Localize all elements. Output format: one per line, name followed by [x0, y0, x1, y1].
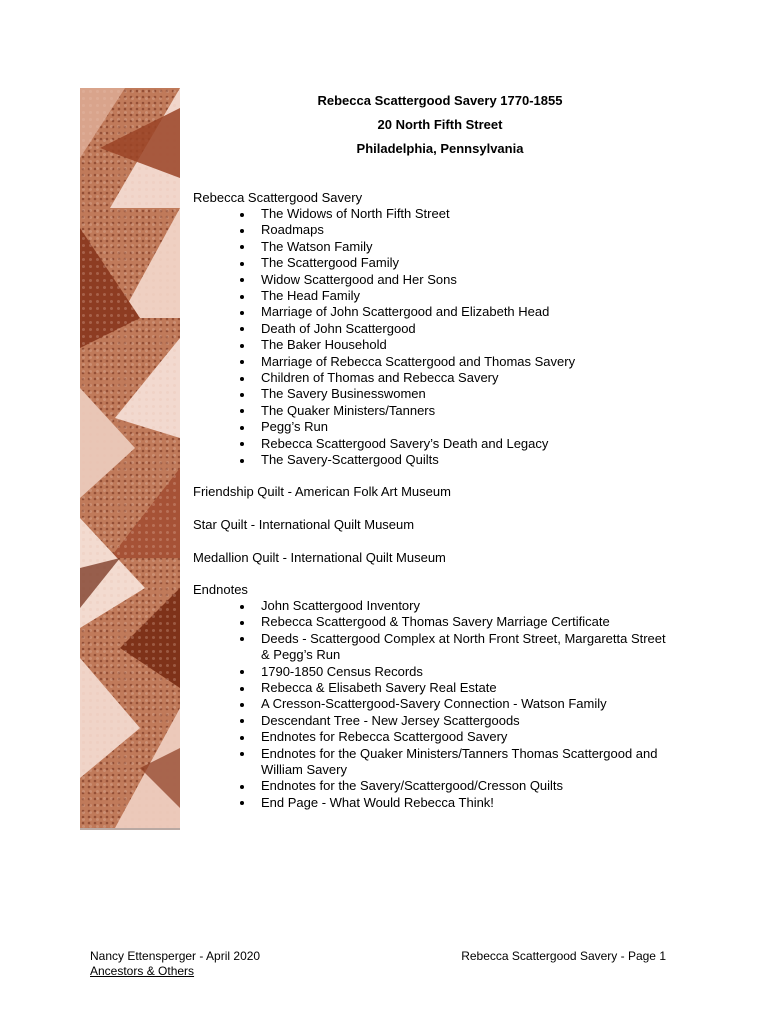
toc-item[interactable]: Rebecca Scattergood Savery’s Death and Legacy [193, 436, 673, 452]
toc-item[interactable]: The Scattergood Family [193, 255, 673, 271]
endnote-item[interactable]: Endnotes for the Savery/Scattergood/Cresson Quilts [193, 778, 673, 794]
city-line: Philadelphia, Pennsylvania [356, 141, 524, 156]
medallion-quilt-link[interactable]: Medallion Quilt - International Quilt Museum [193, 550, 446, 565]
toc-item[interactable]: The Watson Family [193, 239, 673, 255]
endnote-item[interactable]: John Scattergood Inventory [193, 598, 673, 614]
endnote-item[interactable]: Rebecca Scattergood & Thomas Savery Marriage Certificate [193, 614, 673, 630]
endnote-item[interactable]: Rebecca & Elisabeth Savery Real Estate [193, 680, 673, 696]
toc-item[interactable]: The Widows of North Fifth Street [193, 206, 673, 222]
toc-item[interactable]: Widow Scattergood and Her Sons [193, 272, 673, 288]
endnote-item[interactable]: A Cresson-Scattergood-Savery Connection - Watson Family [193, 696, 673, 712]
toc-item[interactable]: Children of Thomas and Rebecca Savery [193, 370, 673, 386]
endnote-item[interactable]: Endnotes for the Quaker Ministers/Tanners Thomas Scattergood and William Savery [193, 746, 673, 779]
page-title: Rebecca Scattergood Savery 1770-1855 [317, 93, 563, 108]
quilt-divider [80, 828, 180, 830]
endnote-item[interactable]: Endnotes for Rebecca Scattergood Savery [193, 729, 673, 745]
star-quilt-link[interactable]: Star Quilt - International Quilt Museum [193, 517, 415, 532]
toc-item[interactable]: Marriage of Rebecca Scattergood and Thomas Savery [193, 354, 673, 370]
toc-item[interactable]: The Baker Household [193, 337, 673, 353]
footer-ancestors-link[interactable]: Ancestors & Others [90, 964, 195, 978]
toc-item[interactable]: The Savery-Scattergood Quilts [193, 452, 673, 468]
endnote-item[interactable]: 1790-1850 Census Records [193, 664, 673, 680]
endnote-item[interactable]: Deeds - Scattergood Complex at North Front Street, Margaretta Street & Pegg’s Run [193, 631, 673, 664]
address-line: 20 North Fifth Street [377, 117, 503, 132]
endnotes-list [193, 598, 673, 811]
toc-item[interactable]: Marriage of John Scattergood and Elizabeth Head [193, 304, 673, 320]
toc-item[interactable]: Death of John Scattergood [193, 321, 673, 337]
footer-author-date: Nancy Ettensperger - April 2020 [90, 949, 261, 963]
endnotes-title[interactable]: Endnotes [193, 582, 248, 597]
toc-section-title[interactable]: Rebecca Scattergood Savery [193, 190, 363, 205]
quilt-image [80, 88, 180, 828]
toc-item[interactable]: The Head Family [193, 288, 673, 304]
endnote-item[interactable]: Descendant Tree - New Jersey Scattergoods [193, 713, 673, 729]
toc-item[interactable]: The Quaker Ministers/Tanners [193, 403, 673, 419]
endnote-item[interactable]: End Page - What Would Rebecca Think! [193, 795, 673, 811]
toc-list [193, 206, 673, 469]
toc-item[interactable]: Roadmaps [193, 222, 673, 238]
toc-item[interactable]: The Savery Businesswomen [193, 386, 673, 402]
footer-page-label: Rebecca Scattergood Savery - Page 1 [461, 949, 666, 963]
friendship-quilt-link[interactable]: Friendship Quilt - American Folk Art Museum [193, 484, 451, 499]
toc-item[interactable]: Pegg’s Run [193, 419, 673, 435]
